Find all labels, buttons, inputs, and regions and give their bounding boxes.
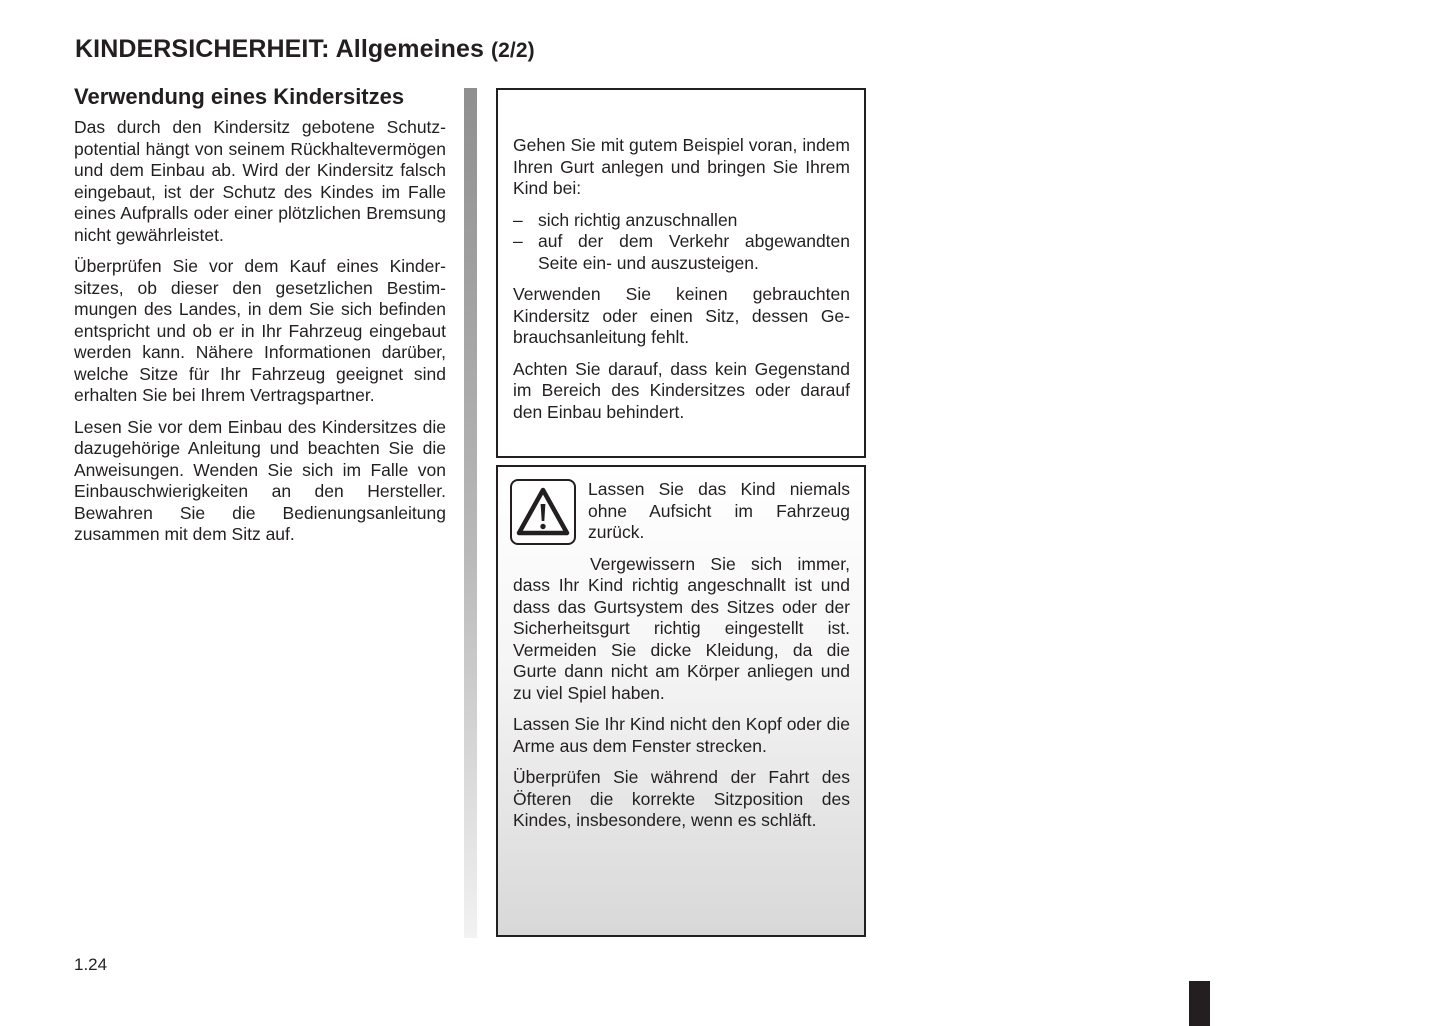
column-divider	[464, 88, 477, 938]
info-paragraph: Verwenden Sie keinen gebrauchten Kindersitz oder einen Sitz, dessen Gebrauchsanleitung fehlt.	[513, 284, 850, 347]
warning-triangle-icon	[510, 479, 576, 545]
section-heading: Verwendung eines Kindersitzes	[74, 84, 405, 109]
section-tab-marker	[1189, 981, 1210, 1026]
dash-bullet: –	[513, 209, 523, 230]
page-part-indicator: (2/2)	[491, 39, 535, 62]
paragraph: Überprüfen Sie vor dem Kauf eines Kindersitzes, ob dieser den gesetzlichen Bestimmungen des Landes, in dem Sie sich befinden entspricht und ob er in Ihr Fahrzeug eingebaut werden kann. Nähere Informationen darüber, welche Sitze für Ihr Fahrzeug geeignet sind erhalten Sie bei Ihrem Vertragspartner.	[74, 256, 446, 405]
info-intro: Gehen Sie mit gutem Beispiel voran, indem Ihren Gurt anlegen und bringen Sie Ihrem Kind bei:	[513, 135, 850, 198]
paragraph: Lesen Sie vor dem Einbau des Kindersitzes die dazugehörige Anleitung und beachten Sie die Anweisungen. Wenden Sie sich im Falle von Einbauschwierigkeiten an den Hersteller. Bewahren Sie die Bedienungsanleitung zusammen mit dem Sitz auf.	[74, 416, 446, 544]
info-paragraph: Achten Sie darauf, dass kein Gegenstand im Bereich des Kindersitzes oder darauf den Einbau behindert.	[513, 358, 850, 422]
warning-paragraph: Überprüfen Sie während der Fahrt des Öfteren die korrekte Sitzposition des Kindes, insbesondere, wenn es schläft.	[513, 767, 850, 830]
list-item-text: auf der dem Verkehr abgewandten Seite ein- und auszusteigen.	[538, 231, 850, 273]
left-column	[74, 84, 446, 556]
warning-box	[496, 465, 866, 937]
warning-paragraph: Lassen Sie das Kind niemals ohne Aufsicht im Fahrzeug zurück.	[588, 479, 850, 542]
paragraph: Das durch den Kindersitz gebotene Schutzpotential hängt von seinem Rückhaltevermögen und dem Einbau ab. Wird der Kindersitz falsch eingebaut, ist der Schutz des Kindes im Falle eines Aufpralls oder einer plötzlichen Bremsung nicht gewährleistet.	[74, 117, 446, 245]
warning-paragraph: Vergewissern Sie sich immer, dass Ihr Kind richtig angeschnallt ist und dass das Gurtsystem des Sitzes oder der Sicherheitsgurt richtig eingestellt ist. Vermeiden Sie dicke Kleidung, da die Gurte dann nicht am Körper anliegen und zu viel Spiel haben.	[513, 553, 850, 703]
page-title	[75, 35, 535, 64]
list-item	[513, 210, 850, 232]
info-box	[496, 88, 866, 458]
info-list	[513, 210, 850, 275]
page-number: 1.24	[74, 955, 108, 974]
list-item	[513, 231, 850, 274]
page-title-text: KINDERSICHERHEIT: Allgemeines	[75, 35, 484, 63]
dash-bullet: –	[513, 231, 523, 251]
list-item-text: sich richtig anzuschnallen	[538, 209, 738, 230]
warning-paragraph: Lassen Sie Ihr Kind nicht den Kopf oder die Arme aus dem Fenster strecken.	[513, 714, 850, 756]
